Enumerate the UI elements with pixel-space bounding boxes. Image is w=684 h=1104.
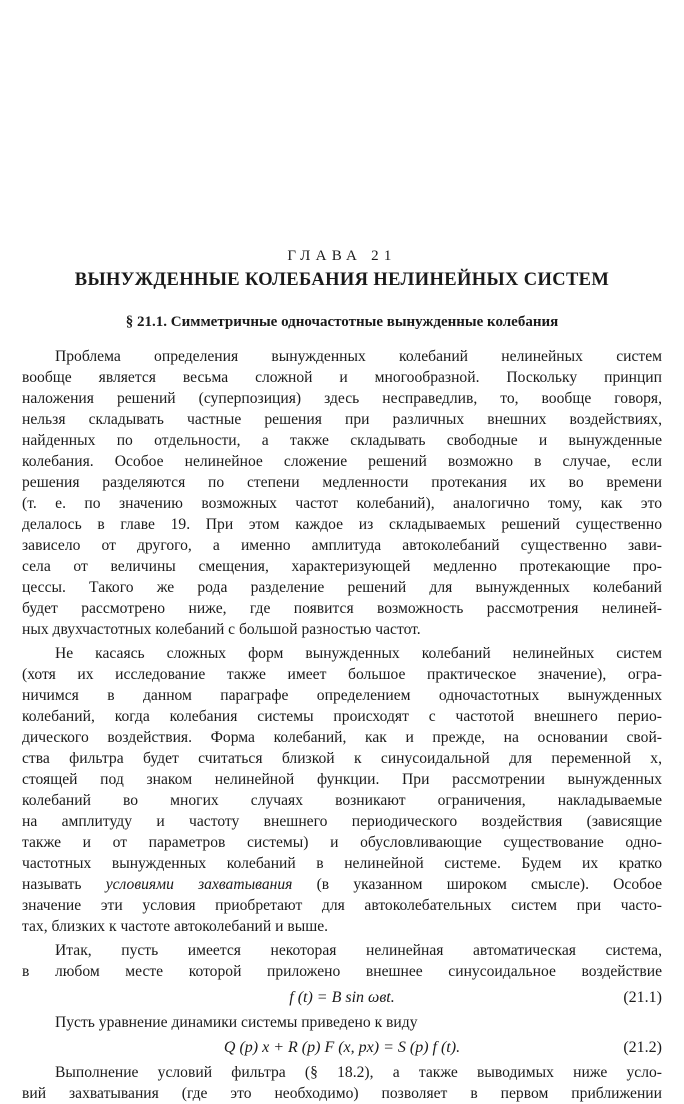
paragraph-line: дического воздействия. Форма колебаний, как и прежде, на основании свой- bbox=[22, 729, 662, 746]
equation-number: (21.2) bbox=[623, 1039, 662, 1056]
paragraph-line: (т. е. по значению возможных частот колебаний), аналогично тому, как это bbox=[22, 495, 662, 512]
paragraph-line: вообще является весьма сложной и многообразной. Поскольку принцип bbox=[22, 369, 662, 386]
paragraph-line: Итак, пусть имеется некоторая нелинейная автоматическая система, bbox=[55, 942, 662, 959]
paragraph-line: (хотя их исследование также имеет большое практическое значение), огра- bbox=[22, 666, 662, 683]
equation-21-2 bbox=[22, 1037, 662, 1059]
paragraph-line: нельзя складывать частные решения при различных внешних воздействиях, bbox=[22, 411, 662, 428]
italic-term: условиями захватывания bbox=[105, 876, 293, 893]
paragraph-line: ства фильтра будет считаться близкой к синусоидальной для переменной x, bbox=[22, 750, 662, 767]
paragraph-line: ничимся в данном параграфе определением одночастотных вынужденных bbox=[22, 687, 662, 704]
equation-21-1 bbox=[22, 987, 662, 1009]
paragraph-line: зависело от другого, а именно амплитуда автоколебаний существенно зави- bbox=[22, 537, 662, 554]
paragraph-line: будет рассмотрено ниже, где появится возможность рассмотрения нелиней- bbox=[22, 600, 662, 617]
paragraph-line: частотных вынужденных колебаний в нелинейной системе. Будем их кратко bbox=[22, 855, 662, 872]
paragraph-line-with-term bbox=[22, 875, 662, 895]
paragraph-line: тах, близких к частоте автоколебаний и выше. bbox=[22, 918, 329, 935]
paragraph-line: Пусть уравнение динамики системы приведено к виду bbox=[55, 1014, 418, 1031]
paragraph-line: вий захватывания (где это необходимо) позволяет в первом приближении bbox=[22, 1085, 662, 1102]
section-title: § 21.1. Симметричные одночастотные вынужденные колебания bbox=[125, 314, 559, 330]
paragraph-line: Не касаясь сложных форм вынужденных колебаний нелинейных систем bbox=[55, 645, 662, 662]
chapter-label: ГЛАВА 21 bbox=[287, 248, 397, 264]
paragraph-line: делалось в главе 19. При этом каждое из складываемых решений существенно bbox=[22, 516, 662, 533]
term-prefix: называть bbox=[22, 876, 82, 893]
paragraph-line: значение эти условия приобретают для автоколебательных систем при часто- bbox=[22, 897, 662, 914]
paragraph-line: Проблема определения вынужденных колебаний нелинейных систем bbox=[55, 348, 662, 365]
paragraph-line: найденных по отдельности, а также складывать свободные и вынужденные bbox=[22, 432, 662, 449]
paragraph-line: стоящей под знаком нелинейной функции. При рассмотрении вынужденных bbox=[22, 771, 662, 788]
equation-number: (21.1) bbox=[623, 989, 662, 1006]
paragraph-line: Выполнение условий фильтра (§ 18.2), а также выводимых ниже усло- bbox=[55, 1064, 662, 1081]
paragraph-line: колебаний во многих случаях возникают ограничения, накладываемые bbox=[22, 792, 662, 809]
paragraph-line: колебаний, когда колебания системы происходят с частотой внешнего перио- bbox=[22, 708, 662, 725]
chapter-title: ВЫНУЖДЕННЫЕ КОЛЕБАНИЯ НЕЛИНЕЙНЫХ СИСТЕМ bbox=[74, 270, 610, 290]
paragraph-line: села от величины смещения, характеризующей медленно протекающие про- bbox=[22, 558, 662, 575]
paragraph-line: цессы. Такого же рода разделение решений для вынужденных колебаний bbox=[22, 579, 662, 596]
equation-expression: f (t) = B sin ωвt. bbox=[289, 989, 395, 1006]
paragraph-line: колебания. Особое нелинейное сложение решений возможно в случае, если bbox=[22, 453, 662, 470]
paragraph-line: также и от параметров системы) и обусловливающие существование одно- bbox=[22, 834, 662, 851]
paragraph-line: наложения решений (суперпозиция) здесь несправедлив, то, вообще говоря, bbox=[22, 390, 662, 407]
equation-expression: Q (p) x + R (p) F (x, px) = S (p) f (t). bbox=[223, 1039, 461, 1056]
term-suffix: (в указанном широком смысле). Особое bbox=[316, 876, 662, 893]
paragraph-line: в любом месте которой приложено внешнее синусоидальное воздействие bbox=[22, 963, 662, 980]
paragraph-line: ных двухчастотных колебаний с большой разностью частот. bbox=[22, 621, 421, 638]
paragraph-line: на амплитуду и частоту внешнего периодического воздействия (зависящие bbox=[22, 813, 662, 830]
paragraph-line: решения разделяются по степени медленности протекания их во времени bbox=[22, 474, 662, 491]
